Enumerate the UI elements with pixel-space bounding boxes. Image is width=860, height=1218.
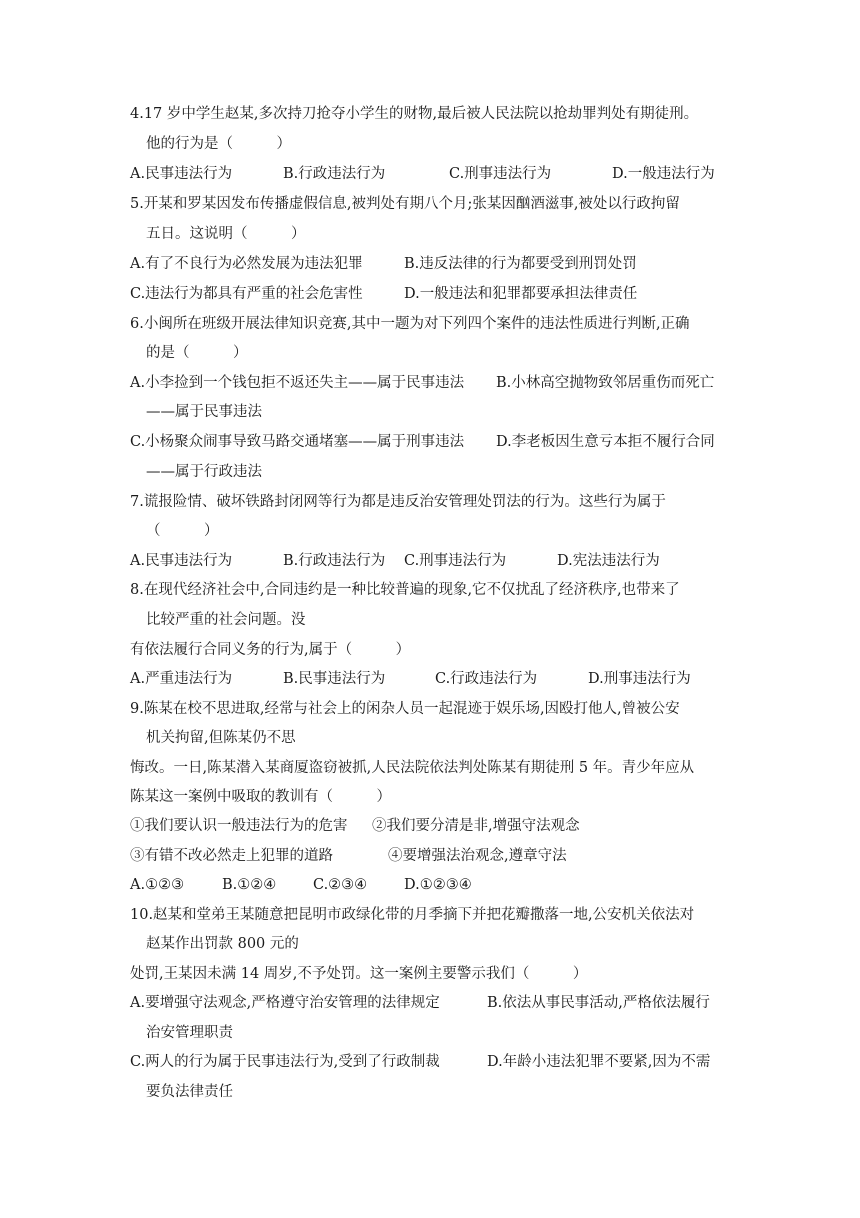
q9-stem-line1: 9.陈某在校不思进取,经常与社会上的闲杂人员一起混迹于娱乐场,因殴打他人,曾被公安 bbox=[130, 701, 680, 717]
q9-item-3: ③有错不改必然走上犯罪的道路 bbox=[130, 848, 333, 864]
q6-stem-line2: 的是（ ） bbox=[146, 345, 248, 361]
q6-stem-line1: 6.小闽所在班级开展法律知识竞赛,其中一题为对下列四个案件的违法性质进行判断,正确 bbox=[130, 316, 690, 332]
q9-stem-line2: 机关拘留,但陈某仍不思 bbox=[146, 730, 296, 746]
q9-item-2: ②我们要分清是非,增强守法观念 bbox=[372, 818, 580, 834]
q10-option-b-line1: B.依法从事民事活动,严格依法履行 bbox=[487, 995, 710, 1011]
q8-option-b: B.民事违法行为 bbox=[283, 671, 386, 687]
q8-option-c: C.行政违法行为 bbox=[435, 671, 538, 687]
q7-stem-line1: 7.谎报险情、破坏铁路封闭网等行为都是违反治安管理处罚法的行为。这些行为属于 bbox=[130, 494, 666, 510]
q8-stem-line1: 8.在现代经济社会中,合同违约是一种比较普遍的现象,它不仅扰乱了经济秩序,也带来了 bbox=[130, 582, 680, 598]
q6-option-b-line1: B.小林高空抛物致邻居重伤而死亡 bbox=[496, 375, 715, 391]
q7-option-c: C.刑事违法行为 bbox=[404, 553, 507, 569]
q5-option-b: B.违反法律的行为都要受到刑罚处罚 bbox=[404, 256, 637, 272]
q9-option-a: A.①②③ bbox=[130, 877, 185, 893]
q5-option-a: A.有了不良行为必然发展为违法犯罪 bbox=[130, 256, 363, 272]
q6-option-a: A.小李捡到一个钱包拒不返还失主——属于民事违法 bbox=[130, 375, 465, 391]
q4-option-a: A.民事违法行为 bbox=[130, 166, 233, 182]
q10-option-d-line2: 要负法律责任 bbox=[146, 1084, 233, 1100]
q6-option-c: C.小杨聚众闹事导致马路交通堵塞——属于刑事违法 bbox=[130, 434, 465, 450]
q7-stem-line2: （ ） bbox=[146, 523, 219, 539]
q4-option-b: B.行政违法行为 bbox=[283, 166, 386, 182]
q7-option-b: B.行政违法行为 bbox=[283, 553, 386, 569]
q9-item-1: ①我们要认识一般违法行为的危害 bbox=[130, 818, 348, 834]
q9-item-4: ④要增强法治观念,遵章守法 bbox=[388, 848, 567, 864]
q8-option-a: A.严重违法行为 bbox=[130, 671, 233, 687]
q8-option-d: D.刑事违法行为 bbox=[588, 671, 691, 687]
q9-option-b: B.①②④ bbox=[222, 877, 277, 893]
q5-option-c: C.违法行为都具有严重的社会危害性 bbox=[130, 286, 363, 302]
q5-option-d: D.一般违法和犯罪都要承担法律责任 bbox=[404, 286, 638, 302]
q7-option-d: D.宪法违法行为 bbox=[557, 553, 660, 569]
q6-option-d-line1: D.李老板因生意亏本拒不履行合同 bbox=[496, 434, 715, 450]
q8-stem-line3: 有依法履行合同义务的行为,属于（ ） bbox=[130, 642, 411, 658]
q8-stem-line2: 比较严重的社会问题。没 bbox=[146, 612, 306, 628]
q10-option-c: C.两人的行为属于民事违法行为,受到了行政制裁 bbox=[130, 1054, 440, 1070]
q10-stem-line2: 赵某作出罚款 800 元的 bbox=[146, 936, 299, 952]
q9-stem-line4: 陈某这一案例中吸取的教训有（ ） bbox=[130, 789, 391, 805]
q4-stem-line1: 4.17 岁中学生赵某,多次持刀抢夺小学生的财物,最后被人民法院以抢劫罪判处有期徒刑。 bbox=[130, 106, 699, 122]
q10-option-d-line1: D.年龄小违法犯罪不要紧,因为不需 bbox=[487, 1054, 711, 1070]
q6-option-b-line2: ——属于民事违法 bbox=[146, 404, 262, 420]
q7-option-a: A.民事违法行为 bbox=[130, 553, 233, 569]
q9-option-d: D.①②③④ bbox=[404, 877, 472, 893]
q4-stem-line2: 他的行为是（ ） bbox=[146, 136, 291, 152]
q4-option-d: D.一般违法行为 bbox=[612, 166, 715, 182]
q5-stem-line1: 5.开某和罗某因发布传播虚假信息,被判处有期八个月;张某因酗酒滋事,被处以行政拘留 bbox=[130, 196, 680, 212]
q10-stem-line1: 10.赵某和堂弟王某随意把昆明市政绿化带的月季摘下并把花瓣撒落一地,公安机关依法对 bbox=[130, 907, 695, 923]
q10-stem-line3: 处罚,王某因未满 14 周岁,不予处罚。这一案例主要警示我们（ ） bbox=[130, 966, 588, 982]
q10-option-b-line2: 治安管理职责 bbox=[146, 1025, 233, 1041]
q9-stem-line3: 悔改。一日,陈某潜入某商厦盗窃被抓,人民法院依法判处陈某有期徒刑 5 年。青少年应从 bbox=[130, 760, 695, 776]
q9-option-c: C.②③④ bbox=[313, 877, 368, 893]
q10-option-a: A.要增强守法观念,严格遵守治安管理的法律规定 bbox=[130, 995, 440, 1011]
q4-option-c: C.刑事违法行为 bbox=[449, 166, 552, 182]
q6-option-d-line2: ——属于行政违法 bbox=[146, 464, 262, 480]
q5-stem-line2: 五日。这说明（ ） bbox=[146, 226, 306, 242]
